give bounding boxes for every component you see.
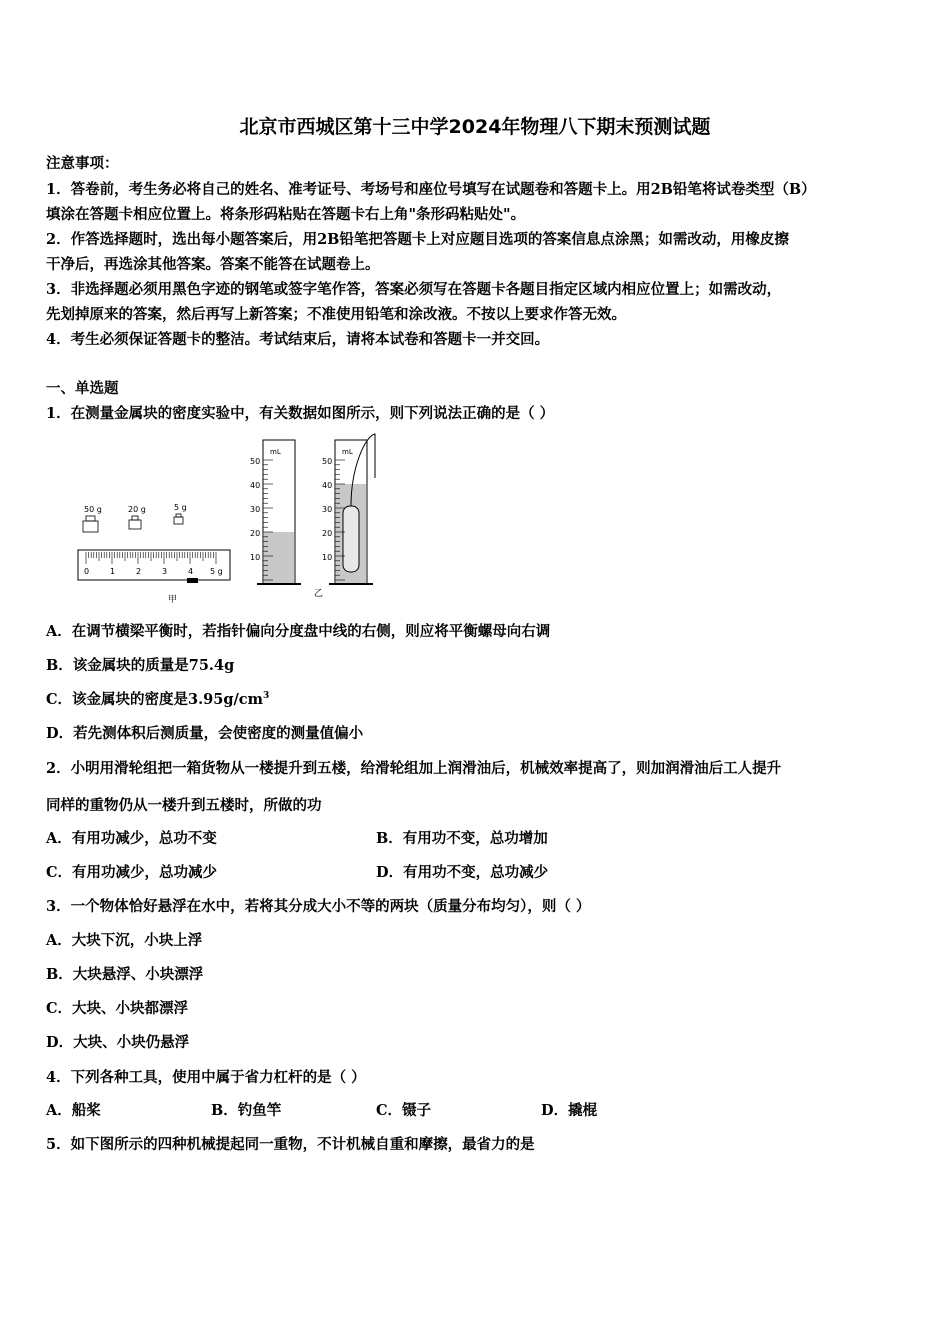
scale-tick-2: 2	[136, 567, 142, 576]
q1-option-c-sup: 3	[262, 691, 270, 702]
cylinder-2-tick-10: 10	[322, 553, 333, 562]
figure-label-right: 乙	[314, 589, 324, 599]
scale-ticks	[86, 552, 216, 564]
question-5-stem: 5．如下图所示的四种机械提起同一重物，不计机械自重和摩擦，最省力的是	[46, 1136, 535, 1153]
weight-50g-top	[86, 516, 95, 521]
question-2-stem-line2: 同样的重物仍从一楼升到五楼时，所做的功	[46, 797, 322, 814]
q2-option-c: C．有用功减少，总功减少	[46, 864, 218, 881]
notice-line: 4．考生必须保证答题卡的整洁。考试结束后，请将本试卷和答题卡一并交回。	[46, 331, 550, 348]
figure-svg	[70, 428, 390, 608]
balance-scale-bar	[78, 550, 230, 580]
q1-option-b: B．该金属块的质量是75.4g	[46, 657, 235, 674]
cylinder-1-tick-10: 10	[250, 553, 261, 562]
q1-option-d: D．若先测体积后测质量，会使密度的测量值偏小	[46, 725, 364, 742]
notice-line: 先划掉原来的答案，然后再写上新答案；不准使用铅笔和涂改液。不按以上要求作答无效。	[46, 306, 626, 323]
q3-option-a: A．大块下沉，小块上浮	[46, 932, 203, 949]
cylinder-2-tick-30: 30	[322, 505, 333, 514]
rider-marker	[187, 578, 198, 583]
weight-label-5g: 5 g	[174, 503, 187, 512]
weight-50g-body	[83, 521, 98, 532]
q4-option-c: C．镊子	[376, 1102, 432, 1119]
q4-option-a: A．船桨	[46, 1102, 101, 1119]
q2-option-b: B．有用功不变，总功增加	[376, 830, 548, 847]
page-title: 北京市西城区第十三中学2024年物理八下期末预测试题	[239, 116, 711, 138]
cylinder-1-tick-30: 30	[250, 505, 261, 514]
notice-line: 2．作答选择题时，选出每小题答案后，用2B铅笔把答题卡上对应题目选项的答案信息点涂黑；如需改动，用橡皮擦	[46, 231, 789, 248]
question-1-stem: 1．在测量金属块的密度实验中，有关数据如图所示，则下列说法正确的是（ ）	[46, 405, 555, 422]
q3-option-d: D．大块、小块仍悬浮	[46, 1034, 190, 1051]
cylinder-1-water	[264, 532, 294, 583]
cylinder-2-tick-50: 50	[322, 457, 333, 466]
cylinder-1-tick-40: 40	[250, 481, 261, 490]
q3-option-b: B．大块悬浮、小块漂浮	[46, 966, 204, 983]
metal-block	[343, 506, 359, 572]
weight-5g-body	[174, 517, 183, 524]
cylinder-2-tick-40: 40	[322, 481, 333, 490]
scale-tick-1: 1	[110, 567, 116, 576]
weight-label-50g: 50 g	[84, 505, 102, 514]
weight-5g-top	[176, 514, 181, 517]
cylinder-1-tick-20: 20	[250, 529, 261, 538]
q4-option-b: B．钓鱼竿	[211, 1102, 282, 1119]
section-heading: 一、单选题	[46, 380, 119, 397]
scale-tick-4: 4	[188, 567, 194, 576]
cylinder-2-unit: mL	[342, 448, 353, 456]
q1-option-a: A．在调节横梁平衡时，若指针偏向分度盘中线的右侧，则应将平衡螺母向右调	[46, 623, 551, 640]
cylinder-2-tick-20: 20	[322, 529, 333, 538]
weight-20g-body	[129, 520, 141, 529]
notice-line: 填涂在答题卡相应位置上。将条形码粘贴在答题卡右上角"条形码粘贴处"。	[46, 206, 526, 223]
q1-option-c-text: C．该金属块的密度是3.95g/cm	[46, 691, 263, 708]
scale-tick-0: 0	[84, 567, 90, 576]
scale-tick-5: 5 g	[210, 567, 223, 576]
question-2-stem-line1: 2．小明用滑轮组把一箱货物从一楼提升到五楼，给滑轮组加上润滑油后，机械效率提高了，则加润滑油后工人提升	[46, 760, 782, 777]
q3-option-c: C．大块、小块都漂浮	[46, 1000, 189, 1017]
q1-option-c	[46, 688, 269, 709]
notice-heading: 注意事项：	[46, 155, 119, 172]
question-3-stem: 3．一个物体恰好悬浮在水中，若将其分成大小不等的两块（质量分布均匀），则（ ）	[46, 898, 591, 915]
figure-label-left: 甲	[168, 595, 178, 605]
notice-line: 1．答卷前，考生务必将自己的姓名、准考证号、考场号和座位号填写在试题卷和答题卡上。用2B铅笔将试卷类型（B）	[46, 181, 816, 198]
notice-line: 3．非选择题必须用黑色字迹的钢笔或签字笔作答，答案必须写在答题卡各题目指定区域内相应位置上；如需改动，	[46, 281, 782, 298]
weight-20g-top	[132, 516, 138, 520]
q2-option-a: A．有用功减少，总功不变	[46, 830, 217, 847]
cylinder-1-tick-50: 50	[250, 457, 261, 466]
q2-option-d: D．有用功不变，总功减少	[376, 864, 549, 881]
weight-label-20g: 20 g	[128, 505, 146, 514]
question-4-stem: 4．下列各种工具，使用中属于省力杠杆的是（ ）	[46, 1069, 366, 1086]
density-experiment-figure	[70, 428, 390, 608]
notice-line: 干净后，再选涂其他答案。答案不能答在试题卷上。	[46, 256, 380, 273]
scale-tick-3: 3	[162, 567, 168, 576]
cylinder-1-unit: mL	[270, 448, 281, 456]
q4-option-d: D．撬棍	[541, 1102, 598, 1119]
